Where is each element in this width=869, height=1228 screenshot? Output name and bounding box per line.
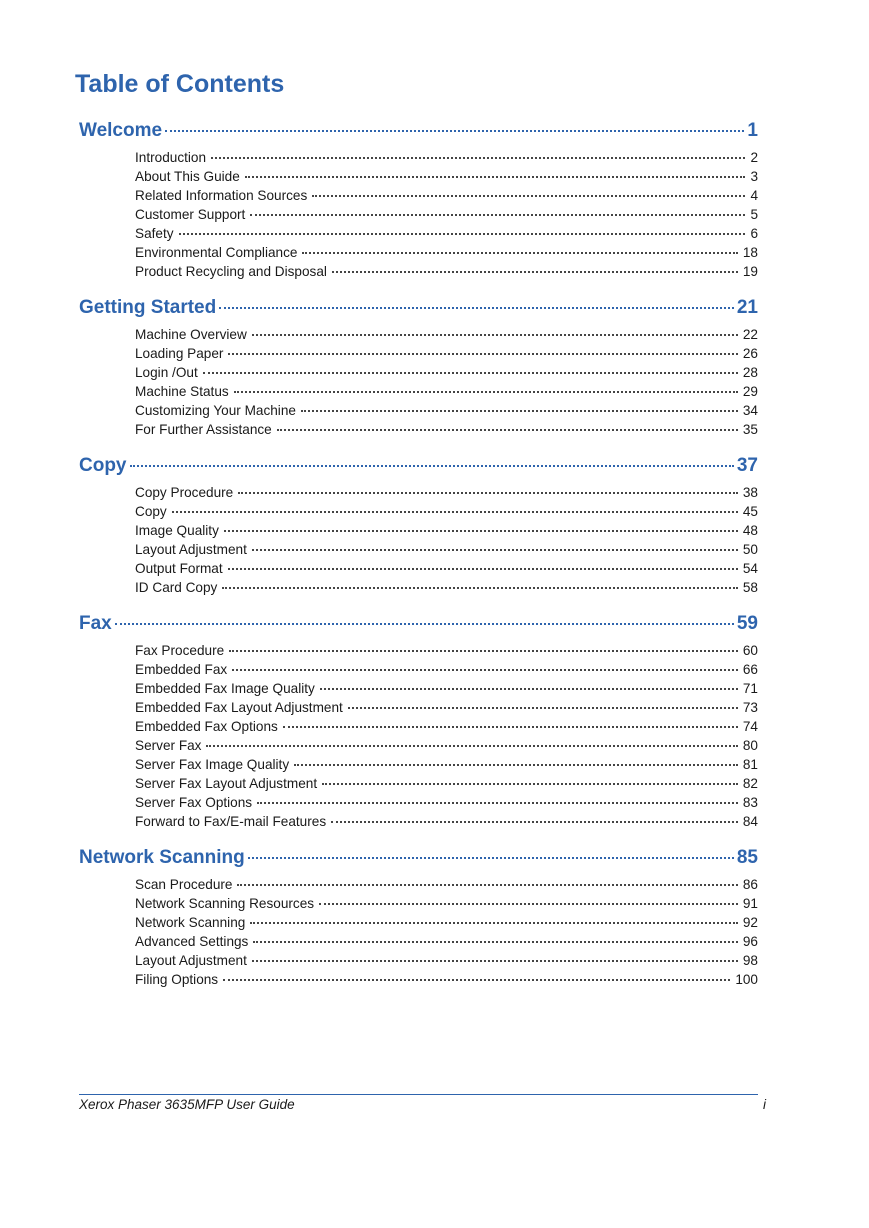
entry-page-number: 2 [750,150,758,165]
toc-entry-link[interactable] [135,660,758,679]
dot-leader [238,492,738,494]
toc-section [79,613,758,831]
toc-entry-list [135,875,758,989]
footer-title: Xerox Phaser 3635MFP User Guide [79,1097,295,1112]
entry-label: Filing Options [135,972,219,987]
entry-label: Layout Adjustment [135,542,247,557]
entry-label: Customer Support [135,207,246,222]
entry-page-number: 48 [742,523,758,538]
chapter-page-number: 59 [736,613,758,634]
entry-page-number: 98 [742,953,758,968]
toc-entry-list [135,325,758,439]
entry-label: Login /Out [135,365,198,380]
dot-leader [245,176,746,178]
entry-page-number: 71 [742,681,758,696]
chapter-title: Getting Started [79,297,217,318]
entry-label: Scan Procedure [135,877,233,892]
entry-label: Server Fax Image Quality [135,757,290,772]
entry-label: Layout Adjustment [135,953,247,968]
toc-entry-link[interactable] [135,262,758,281]
entry-page-number: 91 [742,896,758,911]
toc-entry-link[interactable] [135,875,758,894]
entry-page-number: 22 [742,327,758,342]
dot-leader [237,884,737,886]
toc-entry-link[interactable] [135,641,758,660]
entry-label: ID Card Copy [135,580,218,595]
footer-divider [79,1094,758,1095]
toc-entry-link[interactable] [135,401,758,420]
page-title: Table of Contents [75,70,285,98]
dot-leader [234,391,738,393]
toc-section [79,297,758,439]
dot-leader [250,214,745,216]
toc-entry-link[interactable] [135,679,758,698]
dot-leader [252,334,738,336]
entry-label: Embedded Fax [135,662,228,677]
entry-label: Output Format [135,561,223,576]
toc-entry-link[interactable] [135,913,758,932]
dot-leader [172,511,738,513]
dot-leader [130,465,734,467]
entry-label: Server Fax Options [135,795,253,810]
dot-leader [348,707,738,709]
dot-leader [219,307,734,309]
toc-chapter-link[interactable] [79,120,758,146]
toc-entry-link[interactable] [135,736,758,755]
toc-entry-link[interactable] [135,793,758,812]
chapter-page-number: 1 [747,120,758,141]
dot-leader [252,549,738,551]
entry-label: Loading Paper [135,346,224,361]
entry-label: Introduction [135,150,207,165]
entry-label: Copy Procedure [135,485,234,500]
toc-entry-link[interactable] [135,698,758,717]
toc-entry-link[interactable] [135,540,758,559]
entry-label: Forward to Fax/E-mail Features [135,814,327,829]
dot-leader [283,726,738,728]
entry-page-number: 4 [750,188,758,203]
toc-entry-link[interactable] [135,382,758,401]
dot-leader [250,922,738,924]
toc-entry-link[interactable] [135,521,758,540]
entry-label: Server Fax Layout Adjustment [135,776,318,791]
toc-entry-link[interactable] [135,186,758,205]
chapter-page-number: 85 [736,847,758,868]
dot-leader [320,688,738,690]
entry-label: Related Information Sources [135,188,308,203]
entry-page-number: 5 [750,207,758,222]
entry-page-number: 100 [735,972,758,987]
dot-leader [252,960,738,962]
entry-page-number: 66 [742,662,758,677]
chapter-title: Fax [79,613,112,634]
dot-leader [277,429,738,431]
chapter-title: Network Scanning [79,847,245,868]
toc-entry-link[interactable] [135,812,758,831]
toc-entry-list [135,641,758,831]
dot-leader [203,372,738,374]
entry-page-number: 83 [742,795,758,810]
dot-leader [211,157,745,159]
chapter-page-number: 37 [736,455,758,476]
entry-page-number: 29 [742,384,758,399]
entry-label: Embedded Fax Image Quality [135,681,315,696]
dot-leader [206,745,737,747]
toc-section [79,455,758,597]
entry-page-number: 19 [742,264,758,279]
dot-leader [302,252,737,254]
dot-leader [319,903,738,905]
dot-leader [228,568,738,570]
entry-label: Image Quality [135,523,219,538]
toc-entry-link[interactable] [135,483,758,502]
entry-label: Network Scanning [135,915,246,930]
entry-page-number: 92 [742,915,758,930]
toc-entry-link[interactable] [135,325,758,344]
dot-leader [301,410,738,412]
toc-entry-link[interactable] [135,420,758,439]
toc-entry-link[interactable] [135,755,758,774]
entry-page-number: 81 [742,757,758,772]
entry-label: Customizing Your Machine [135,403,296,418]
dot-leader [312,195,745,197]
chapter-title: Copy [79,455,127,476]
dot-leader [179,233,746,235]
entry-page-number: 82 [742,776,758,791]
toc-section [79,120,758,281]
toc-entry-link[interactable] [135,205,758,224]
entry-label: Machine Status [135,384,229,399]
toc-entry-link[interactable] [135,578,758,597]
footer-page-number: i [763,1097,766,1112]
toc-entry-link[interactable] [135,224,758,243]
dot-leader [229,650,738,652]
entry-page-number: 3 [750,169,758,184]
dot-leader [228,353,737,355]
toc-chapter-link[interactable] [79,455,758,481]
entry-label: For Further Assistance [135,422,272,437]
entry-label: Network Scanning Resources [135,896,315,911]
dot-leader [165,130,744,132]
dot-leader [257,802,738,804]
dot-leader [248,857,734,859]
toc-entry-link[interactable] [135,932,758,951]
chapter-title: Welcome [79,120,163,141]
entry-page-number: 35 [742,422,758,437]
entry-page-number: 73 [742,700,758,715]
toc-entry-link[interactable] [135,559,758,578]
entry-page-number: 96 [742,934,758,949]
dot-leader [331,821,738,823]
entry-page-number: 58 [742,580,758,595]
entry-label: Product Recycling and Disposal [135,264,327,279]
entry-page-number: 28 [742,365,758,380]
entry-label: Fax Procedure [135,643,225,658]
toc-entry-link[interactable] [135,717,758,736]
chapter-page-number: 21 [736,297,758,318]
entry-page-number: 60 [742,643,758,658]
entry-label: Copy [135,504,167,519]
toc-entry-list [135,148,758,281]
entry-page-number: 26 [742,346,758,361]
dot-leader [115,623,734,625]
entry-page-number: 18 [742,245,758,260]
dot-leader [223,979,730,981]
toc-chapter-link[interactable] [79,297,758,323]
toc-entry-link[interactable] [135,243,758,262]
toc-entry-list [135,483,758,597]
dot-leader [232,669,738,671]
entry-page-number: 74 [742,719,758,734]
entry-page-number: 80 [742,738,758,753]
entry-label: Advanced Settings [135,934,249,949]
dot-leader [222,587,738,589]
toc-entry-link[interactable] [135,894,758,913]
toc-chapter-link[interactable] [79,613,758,639]
entry-label: Server Fax [135,738,202,753]
dot-leader [322,783,738,785]
entry-page-number: 6 [750,226,758,241]
entry-page-number: 54 [742,561,758,576]
table-of-contents [79,120,758,1005]
dot-leader [332,271,738,273]
entry-label: Machine Overview [135,327,247,342]
toc-entry-link[interactable] [135,951,758,970]
toc-section [79,847,758,989]
entry-page-number: 86 [742,877,758,892]
toc-entry-link[interactable] [135,970,758,989]
toc-entry-link[interactable] [135,167,758,186]
entry-page-number: 38 [742,485,758,500]
toc-entry-link[interactable] [135,344,758,363]
entry-label: Environmental Compliance [135,245,298,260]
entry-label: Embedded Fax Options [135,719,278,734]
toc-entry-link[interactable] [135,502,758,521]
dot-leader [253,941,738,943]
entry-label: Safety [135,226,174,241]
entry-page-number: 45 [742,504,758,519]
entry-label: About This Guide [135,169,240,184]
toc-entry-link[interactable] [135,363,758,382]
dot-leader [294,764,738,766]
toc-chapter-link[interactable] [79,847,758,873]
dot-leader [224,530,738,532]
toc-entry-link[interactable] [135,774,758,793]
entry-page-number: 50 [742,542,758,557]
entry-page-number: 84 [742,814,758,829]
toc-entry-link[interactable] [135,148,758,167]
entry-page-number: 34 [742,403,758,418]
entry-label: Embedded Fax Layout Adjustment [135,700,343,715]
